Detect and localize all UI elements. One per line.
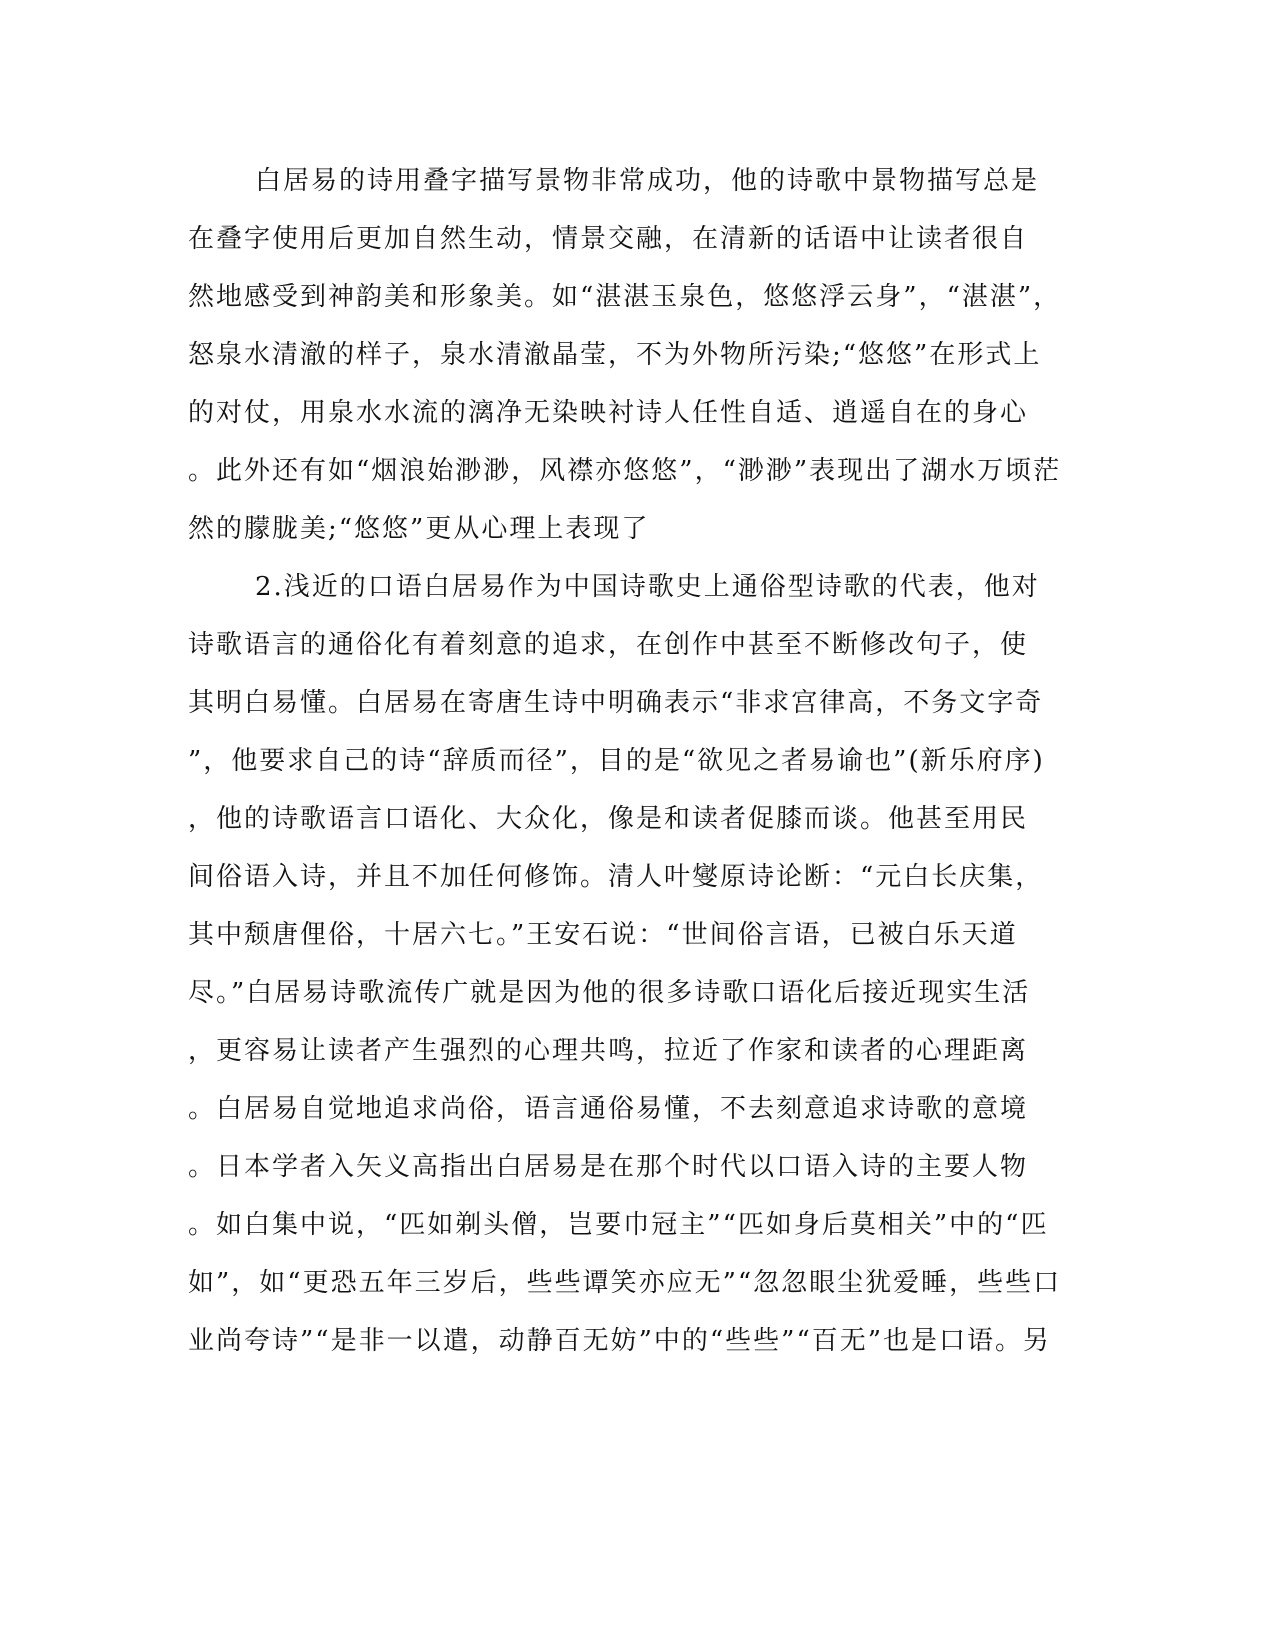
paragraph-2-line-2: 诗歌语言的通俗化有着刻意的追求，在创作中甚至不断修改句子，使 <box>188 630 1029 660</box>
paragraph-2-line-14: 业尚夸诗”“是非一以遣，动静百无妨”中的“些些”“百无”也是口语。另 <box>188 1326 1052 1356</box>
paragraph-1-line-1: 白居易的诗用叠字描写景物非常成功，他的诗歌中景物描写总是 <box>255 166 1040 196</box>
paragraph-2-line-12: 。如白集中说，“匹如剃头僧，岂要巾冠主”“匹如身后莫相关”中的“匹 <box>188 1210 1049 1240</box>
paragraph-2-line-5: ，他的诗歌语言口语化、大众化，像是和读者促膝而谈。他甚至用民 <box>188 804 1029 834</box>
paragraph-2-line-1: 2.浅近的口语白居易作为中国诗歌史上通俗型诗歌的代表，他对 <box>255 572 1040 602</box>
paragraph-2-line-11: 。日本学者入矢义高指出白居易是在那个时代以口语入诗的主要人物 <box>188 1152 1029 1182</box>
paragraph-2-line-7: 其中颓唐俚俗，十居六七。”王安石说：“世间俗言语，已被白乐天道 <box>188 920 1018 950</box>
paragraph-2-line-9: ，更容易让读者产生强烈的心理共鸣，拉近了作家和读者的心理距离 <box>188 1036 1029 1066</box>
paragraph-2-line-8: 尽。”白居易诗歌流传广就是因为他的很多诗歌口语化后接近现实生活 <box>188 978 1031 1008</box>
paragraph-1-line-6: 。此外还有如“烟浪始渺渺，风襟亦悠悠”，“渺渺”表现出了湖水万顷茫 <box>188 456 1062 486</box>
paragraph-2-line-6: 间俗语入诗，并且不加任何修饰。清人叶燮原诗论断：“元白长庆集， <box>188 862 1044 892</box>
paragraph-2-line-4: ”，他要求自己的诗“辞质而径”，目的是“欲见之者易谕也”(新乐府序) <box>188 746 1045 776</box>
paragraph-1-line-3: 然地感受到神韵美和形象美。如“湛湛玉泉色，悠悠浮云身”，“湛湛”， <box>188 282 1062 312</box>
paragraph-1-line-5: 的对仗，用泉水水流的漓净无染映衬诗人任性自适、逍遥自在的身心 <box>188 398 1029 428</box>
paragraph-2-line-13: 如”，如“更恐五年三岁后，些些谭笑亦应无”“忽忽眼尘犹爱睡，些些口 <box>188 1268 1062 1298</box>
paragraph-1-line-2: 在叠字使用后更加自然生动，情景交融，在清新的话语中让读者很自 <box>188 224 1029 254</box>
paragraph-2-line-10: 。白居易自觉地追求尚俗，语言通俗易懂，不去刻意追求诗歌的意境 <box>188 1094 1029 1124</box>
paragraph-1-line-4: 怒泉水清澈的样子，泉水清澈晶莹，不为外物所污染;“悠悠”在形式上 <box>188 340 1042 370</box>
paragraph-1-line-7: 然的朦胧美;“悠悠”更从心理上表现了 <box>188 514 650 544</box>
paragraph-2-line-3: 其明白易懂。白居易在寄唐生诗中明确表示“非求宫律高，不务文字奇 <box>188 688 1044 718</box>
